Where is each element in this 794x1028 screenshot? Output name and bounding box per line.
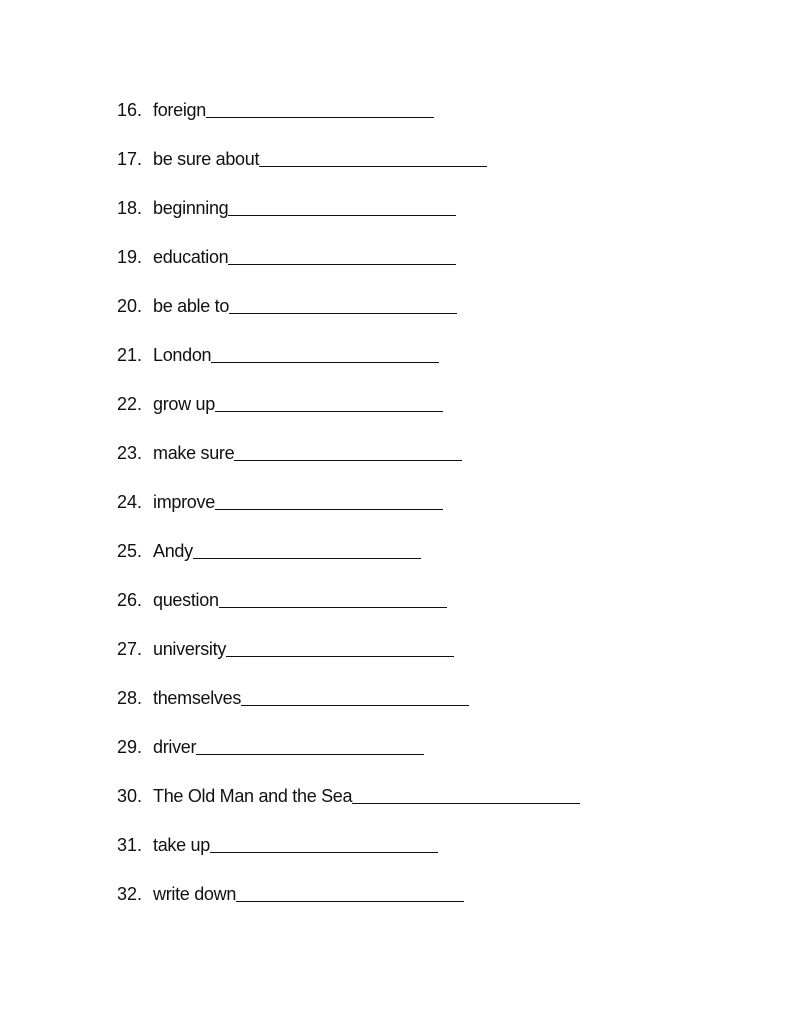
item-number: 18. xyxy=(117,198,143,218)
answer-blank[interactable] xyxy=(234,440,462,461)
list-item xyxy=(117,516,580,565)
item-number: 16. xyxy=(117,100,143,120)
answer-blank[interactable] xyxy=(236,881,464,902)
answer-blank[interactable] xyxy=(228,244,456,265)
item-term: write down xyxy=(153,884,237,904)
item-number: 19. xyxy=(117,247,143,267)
item-number: 29. xyxy=(117,737,143,757)
item-term: driver xyxy=(153,737,197,757)
item-number: 21. xyxy=(117,345,143,365)
list-item xyxy=(117,614,580,663)
item-term: be able to xyxy=(153,296,230,316)
item-number: 28. xyxy=(117,688,143,708)
answer-blank[interactable] xyxy=(210,832,438,853)
list-item xyxy=(117,418,580,467)
answer-blank[interactable] xyxy=(259,146,487,167)
item-number: 23. xyxy=(117,443,143,463)
list-item xyxy=(117,96,580,124)
item-term: Andy xyxy=(153,541,193,561)
list-item xyxy=(117,369,580,418)
answer-blank[interactable] xyxy=(211,342,439,363)
answer-blank[interactable] xyxy=(206,97,434,118)
answer-blank[interactable] xyxy=(241,685,469,706)
list-item xyxy=(117,222,580,271)
list-item xyxy=(117,320,580,369)
item-term: be sure about xyxy=(153,149,260,169)
item-number: 30. xyxy=(117,786,143,806)
item-term: education xyxy=(153,247,229,267)
answer-blank[interactable] xyxy=(196,734,424,755)
item-number: 27. xyxy=(117,639,143,659)
list-item xyxy=(117,467,580,516)
answer-blank[interactable] xyxy=(215,489,443,510)
item-term: beginning xyxy=(153,198,229,218)
item-term: grow up xyxy=(153,394,215,414)
item-term: make sure xyxy=(153,443,235,463)
item-number: 31. xyxy=(117,835,143,855)
item-number: 20. xyxy=(117,296,143,316)
item-number: 26. xyxy=(117,590,143,610)
list-item xyxy=(117,663,580,712)
list-item xyxy=(117,810,580,859)
list-item xyxy=(117,124,580,173)
item-number: 22. xyxy=(117,394,143,414)
list-item xyxy=(117,271,580,320)
item-term: university xyxy=(153,639,227,659)
item-number: 17. xyxy=(117,149,143,169)
item-term: foreign xyxy=(153,100,206,120)
item-term: The Old Man and the Sea xyxy=(153,786,353,806)
item-term: themselves xyxy=(153,688,242,708)
item-number: 32. xyxy=(117,884,143,904)
answer-blank[interactable] xyxy=(226,636,454,657)
answer-blank[interactable] xyxy=(352,783,580,804)
list-item xyxy=(117,859,580,908)
vocabulary-list xyxy=(117,96,580,908)
list-item xyxy=(117,565,580,614)
item-term: take up xyxy=(153,835,210,855)
item-number: 25. xyxy=(117,541,143,561)
list-item xyxy=(117,173,580,222)
answer-blank[interactable] xyxy=(219,587,447,608)
item-term: improve xyxy=(153,492,215,512)
answer-blank[interactable] xyxy=(215,391,443,412)
item-term: question xyxy=(153,590,219,610)
item-term: London xyxy=(153,345,212,365)
answer-blank[interactable] xyxy=(229,293,457,314)
item-number: 24. xyxy=(117,492,143,512)
answer-blank[interactable] xyxy=(193,538,421,559)
list-item xyxy=(117,761,580,810)
list-item xyxy=(117,712,580,761)
answer-blank[interactable] xyxy=(228,195,456,216)
